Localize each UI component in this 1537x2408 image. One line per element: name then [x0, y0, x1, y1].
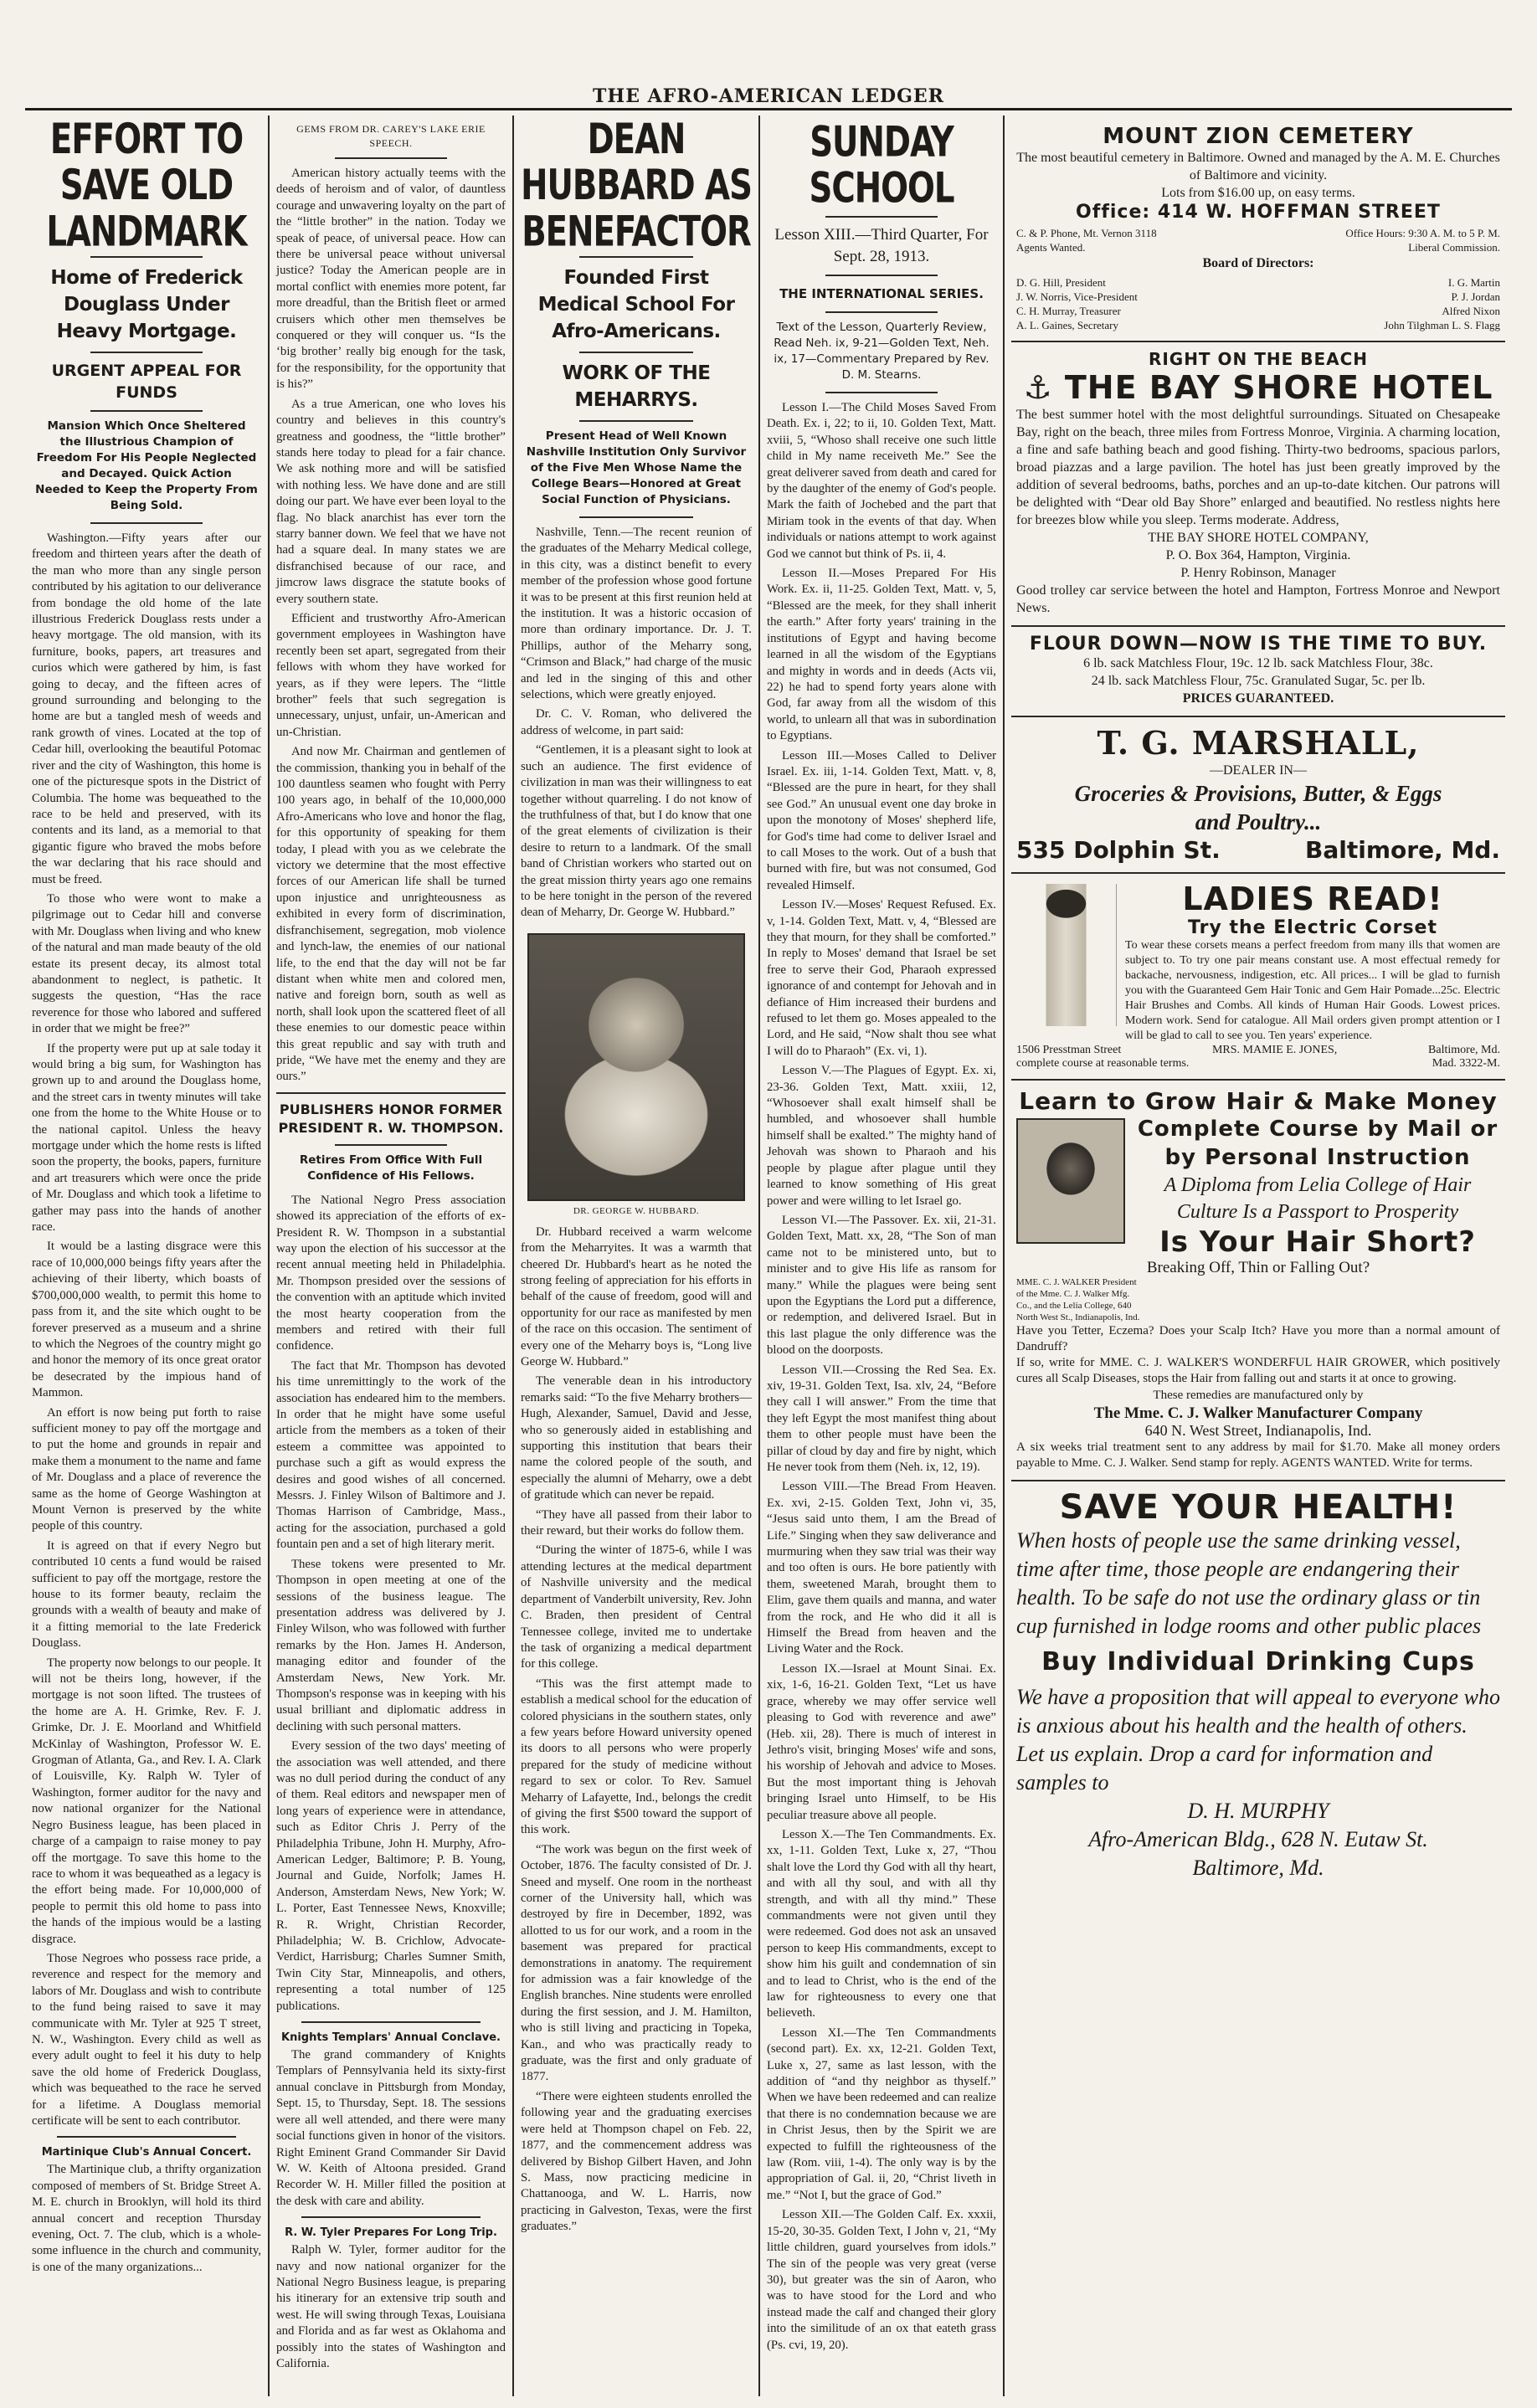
ad-address — [1016, 836, 1500, 864]
subhead-meharrys: WORK OF THE MEHARRYS. — [562, 362, 711, 411]
ad-text: These remedies are manufactured only by — [1153, 1389, 1364, 1402]
ad-text: If so, write for MME. C. J. WALKER'S WONDERFUL HAIR GROWER, which positively cures all Scalp Diseases, stops the Hair from falling out and starts it at once to growing. — [1016, 1356, 1500, 1385]
ad-text: complete course at reasonable terms. — [1016, 1057, 1190, 1070]
ad-phone: Mad. 3322-M. — [1432, 1057, 1500, 1070]
subhead-douglass: Home of Frederick Douglass Under Heavy Mortgage. — [50, 267, 243, 342]
column-sunday-school — [760, 117, 1003, 2402]
deck-lesson: Text of the Lesson, Quarterly Review, Read Neh. ix, 9-21—Golden Text, Neh. ix, 17—Commentary Prepared by Rev. D. M. Stearns. — [774, 321, 990, 382]
article-paragraph: Dr. C. V. Roman, who delivered the address of welcome, in part said: — [521, 707, 752, 737]
article-paragraph: To those who were wont to make a pilgrimage out to Cedar hill and converse with Mr. Douglass when living and who knew of the natural and man made beauty of the old estate its present decay, its almost total abandonment to neglect, is pathetic. It suggests the question, “Has the race reverence for those who labored and suffered in order that we might be free?” — [32, 891, 261, 1036]
lesson-paragraph: Lesson V.—The Plagues of Egypt. Ex. xi, 23-36. Golden Text, Matt. xxiii, 12, “Whosoever shall exalt himself shall be humbled, and whosoever shall humble himself shall be exalted.” The mighty hand of Jehovah was shown to Pharaoh and his people by plague after plague until they learned to know something of His great power and were willing to let Israel go. — [767, 1064, 996, 1208]
ad-address: Afro-American Bldg., 628 N. Eutaw St. — [1088, 1827, 1428, 1851]
ad-box: P. O. Box 364, Hampton, Virginia. — [1165, 548, 1351, 562]
divider — [825, 392, 938, 393]
article-paragraph: Efficient and trustworthy Afro-American government employees in Washington have recently been set apart, segregated from their fellows with whom they have worked for years, as if they were lepers. The “little brother” feels that such segregation is unnecessary, unjust, unfair, un-American and un-Christian. — [276, 611, 506, 739]
ad-diploma: A Diploma from Lelia College of Hair Culture Is a Passport to Prosperity — [1164, 1174, 1472, 1223]
article-paragraph: “Gentlemen, it is a pleasant sight to look at such an audience. The first evidence of civilization in man was their willingness to eat together without quarreling. I do not know of the truthfulness of that, but I do know that one of the great elements of civilization is their desire to return to a landmark. Of the small band of Christian workers who started out on the great mission thirty years ago one remains to be here tonight in the person of the revered dean of Meharry, Dr. George W. Hubbard.” — [521, 743, 752, 920]
ad-manager: P. Henry Robinson, Manager — [1180, 566, 1336, 580]
divider — [335, 157, 447, 159]
column-carey — [270, 117, 512, 2402]
ad-marshall — [1011, 717, 1505, 874]
ad-office: Office: 414 W. HOFFMAN STREET — [1076, 202, 1441, 223]
ad-text: Breaking Off, Thin or Falling Out? — [1146, 1259, 1370, 1276]
column-douglass — [25, 117, 268, 2402]
article-paragraph: The Martinique club, a thrifty organization composed of members of St. Bridge Street A. M. E. church in Brooklyn, will hold its third annual concert and reception Thursday evening, Oct. 7. The club, which is a whole-some influence in the church and community, is one of the many organizations... — [32, 2163, 261, 2274]
divider — [579, 516, 693, 518]
subhead-martinique: Martinique Club's Annual Concert. — [41, 2146, 252, 2159]
divider — [825, 311, 938, 313]
ad-title: MOUNT ZION CEMETERY — [1103, 124, 1414, 149]
article-paragraph: American history actually teems with the deeds of heroism and of valor, of dauntless courage and unwavering loyalty on the part of the “little brother” in the nation. Today we speak of peace, of universal peace. How can there be universal peace without universal justice? Today the American people are in mortal conflict with enemies more potent, far more dreadful, than the British fleet or armed cruisers which other men themselves be conquered or they will conquer us. “Is the ‘big brother’ really big enough for the task, for the responsibility, for the opportunity that is his?” — [276, 167, 506, 392]
article-paragraph: “They have all passed from their labor to their reward, but their works do follow them. — [521, 1507, 752, 1538]
headline-sunday-school: SUNDAY SCHOOL — [809, 118, 954, 213]
article-paragraph: It would be a lasting disgrace were this race of 10,000,000 beings fifty years after the achieving of their liberty, which boasts of $700,000,000 wealth, to permit this home to pass from it, and the site which ought to be forever preserved as a museum and a shrine to which the Negroes of the country might go and honor the memory of its once great orator be desecrated by the impious hand of Mammon. — [32, 1240, 261, 1400]
director: John Tilghman L. S. Flagg — [1384, 319, 1500, 331]
ad-subtitle: Buy Individual Drinking Cups — [1041, 1647, 1475, 1676]
divider — [335, 1144, 447, 1146]
ad-title: SAVE YOUR HEALTH! — [1059, 1488, 1457, 1527]
lesson-paragraph: Lesson IX.—Israel at Mount Sinai. Ex. xix, 1-6, 16-21. Golden Text, “Let us have grace, whereby we may offer service well pleasing to God with reverence and awe” (Heb. xii, 28). There is much of interest in Jethro's visit, bringing Moses' wife and sons, his worship of Jehovah and advice to Moses. But the most important thing is Jehovah bringing Israel unto Himself, to be His peculiar treasure above all people. — [767, 1661, 996, 1822]
lesson-paragraph: Lesson IV.—Moses' Request Refused. Ex. v, 1-14. Golden Text, Matt. v, 4, “Blessed are they that mourn, for they shall be comforted.” In reply to Moses' demand that Israel be set free to serve their God, Pharaoh expressed ignorance of and contempt for Jehovah and in defiance of Him increased their burdens and refused to let them go. Moses appealed to the Lord, and He said, “Now shalt thou see what I will do to Pharaoh” (Ex. vi, 1). — [767, 898, 996, 1058]
portrait-caption: DR. GEORGE W. HUBBARD. — [573, 1205, 700, 1216]
ad-title: T. G. MARSHALL, — [1097, 724, 1420, 762]
lesson-paragraph: Lesson II.—Moses Prepared For His Work. Ex. ii, 11-25. Golden Text, Matt. v, 5, “Blessed are the meek, for they shall inherit the earth.” After forty years' training in the institutions of Egypt and having become learned in all the wisdom of the Egyptians and mighty in words and in deeds (Acts vii, 22) he had to spend forty years alone with God, far away from all the wisdom of this world, to unlearn all that was in subordination to Egyptians. — [767, 567, 996, 743]
ad-question: Is Your Hair Short? — [1159, 1225, 1476, 1259]
ad-address: 640 N. West Street, Indianapolis, Ind. — [1144, 1422, 1372, 1439]
ad-walker — [1011, 1081, 1505, 1481]
ad-name: D. H. MURPHY — [1187, 1799, 1329, 1823]
column-hubbard — [514, 117, 758, 2402]
ad-footer — [1016, 1057, 1500, 1071]
ad-agents: Agents Wanted. — [1016, 241, 1086, 254]
divider — [301, 2216, 481, 2218]
divider — [57, 2136, 236, 2138]
ad-ladies-read — [1011, 874, 1505, 1081]
article-paragraph: Those Negroes who possess race pride, a reverence and respect for the memory and labors of Mr. Douglass and wish to contribute to the fund being raised to save it may communicate with Mr. Tyler at 925 T street, N. W., Washington. Every child as well as every adult ought to feel it his duty to help save the old home of Frederick Douglass, which was bequeathed to the race he served for a lifetime. A Douglass memorial certificate will be sent to each contributor. — [32, 1951, 261, 2128]
director: C. H. Murray, Treasurer — [1016, 305, 1121, 317]
article-paragraph: Ralph W. Tyler, former auditor for the navy and now national organizer for the National Negro Business league, is preparing his itinerary for an extensive trip south and west. He will swing through Texas, Louisiana and Florida and as far west as Oklahoma and possibly into the states of Washington and California. — [276, 2243, 506, 2370]
director: D. G. Hill, President — [1016, 276, 1106, 289]
divider — [276, 1092, 506, 1094]
lesson-paragraph: Lesson XII.—The Golden Calf. Ex. xxxii, 15-20, 30-35. Golden Text, I John v, 21, “My little children, guard yourselves from idols.” The sin of the people was very great (verse 30), but greater was the sin of Aaron, who was to have stood for the Lord and who instead made the calf and changed their glory into the similitude of an ox that eateth grass (Ps. cvi, 19, 20). — [767, 2208, 996, 2352]
subhead-tyler: R. W. Tyler Prepares For Long Trip. — [285, 2226, 497, 2240]
director: J. W. Norris, Vice-President — [1016, 290, 1138, 303]
article-paragraph: As a true American, one who loves his country and believes in this country's greatness and goodness, the “little brother” stands here today to plead for a fair chance. We ask nothing more and will be satisfied with nothing less. We have done and are still doing our part. We have ever been loyal to the flag. No black anarchist has ever torn the starry banner down. We feel that we have not had a square deal. In many states we are disfranchised because of our race, and jimcrow laws disgrace the statute books of every southern state. — [276, 397, 506, 606]
divider — [825, 216, 938, 218]
article-paragraph: The venerable dean in his introductory remarks said: “To the five Meharry brothers—Hugh, Alexander, Samuel, David and Jesse, who so generously aided in establishing and supporting this institution that bears their name the colored people of the south, and especially the alumni of Meharry, owe a debt of gratitude which can never be repaid. — [521, 1374, 752, 1502]
divider — [579, 420, 693, 422]
ad-address: 1506 Presstman Street — [1016, 1044, 1122, 1056]
article-paragraph: And now Mr. Chairman and gentlemen of the commission, thanking you in behalf of the 100 dauntless seamen who fought with Perry 100 years ago, in behalf of the 10,000,000 Afro-Americans who love and honor the flag, for this opportunity of speaking for them today, I plead with you as we celebrate the victory we determine that the most effective forces of our American life shall be turned upon injustice and unrighteousness as exhibited in every form of discrimination, disfranchisement, segregation, mob violence and lynch-law, the enemies of our national life, to the end that the day will not be far distant when white men and colored men, native and foreign born, south as well as north, shall look upon the scattered fleet of all these enemies to our domestic peace within this great republic and say with truth and pride, “We have met the enemy and they are ours.” — [276, 745, 506, 1084]
director: A. L. Gaines, Secretary — [1016, 319, 1119, 331]
ad-text: To wear these corsets means a perfect freedom from many ills that women are subject to. To try one pair means constant use. A most effectual remedy for backache, nervousness, indigestion, etc. All prices... I will be glad to furnish you with the Guaranteed Gem Hair Tonic and Gem Hair Pomade...25c. Electric Hair Brushes and Combs. All kinds of Human Hair Goods. Lowest prices. Modern work. Send for catalogue. All Mail orders given prompt attention or I will be glad to call to see you. Ten years' experience. — [1125, 939, 1500, 1042]
walker-caption: MME. C. J. WALKER President of the Mme. C. J. Walker Mfg. Co., and the Lelia College, 640 North West St., Indianapolis, Ind. — [1016, 1277, 1140, 1322]
lesson-paragraph: Lesson I.—The Child Moses Saved From Death. Ex. i, 22; to ii, 10. Golden Text, Matt. xviii, 5, “Whoso shall receive one such little child in My name receiveth Me.” See the great deliverer saved from death and cared for by the daughter of the enemy of God's people. Mark the faith of Jochebed and the part that Miriam took in the events of that day. When individuals or nations attempt to work against God we cannot but think of Ps. ii, 4. — [767, 401, 996, 561]
ad-title: LADIES READ! — [1182, 881, 1443, 917]
divider — [90, 352, 203, 353]
lesson-paragraph: Lesson III.—Moses Called to Deliver Israel. Ex. iii, 1-14. Golden Text, Matt. v, 8, “Blessed are the pure in heart, for they shall see God.” An unusual event one day broke in upon the monotony of Moses' shepherd life, for God's time had come to deliver Israel and to call Moses to the work. Out of a bush that burned with fire, but was not consumed, God revealed Himself. — [767, 748, 996, 892]
subhead-lesson: Lesson XIII.—Third Quarter, For Sept. 28, 1913. — [774, 226, 989, 265]
anchor-icon: ⚓ — [1023, 369, 1053, 406]
ad-subtitle: Try the Electric Corset — [1188, 917, 1437, 938]
heading-carey: GEMS FROM DR. CAREY'S LAKE ERIE SPEECH. — [296, 123, 486, 149]
column-advertisements — [1005, 117, 1512, 2402]
lesson-paragraph: Lesson VIII.—The Bread From Heaven. Ex. xvi, 2-15. Golden Text, John vi, 35, “Jesus said unto them, I am the Bread of Life.” Singing when they saw deliverance and murmuring when they saw trial was their way and too often is ours. He bore patiently with them, sweetened Marah, brought them to Elim, gave them quails and manna, and water from the rock, and He who did it all is Himself the Bread from heaven and the Living Water and the Rock. — [767, 1480, 996, 1656]
lesson-paragraph: Lesson XI.—The Ten Commandments (second part). Ex. xx, 12-21. Golden Text, Luke x, 27, same as last lesson, with the addition of “and thy neighbor as thyself.” When we have been redeemed and can realize that there is no condemnation because we are in Christ Jesus, then by the Spirit we are expected to fulfill the righteousness of the law (Rom. viii, 1-4). The only way is by the appropriation of Gal. ii, 20, “Christ liveth in me.” “Not I, but the grace of God.” — [767, 2025, 996, 2202]
ad-title-text: THE BAY SHORE HOTEL — [1064, 369, 1493, 406]
article-paragraph: If the property were put up at sale today it would bring a big sum, for Washington has grown up to and around the Douglass home, and the street cars in twenty minutes will take one from the home to the White House or to the national capitol. Unless the heavy mortgage under which the home rests is lifted soon the property, the books, papers, furniture and art treasurers which were once the pride of Mr. Douglass and which took a lifetime to gather may pass into the hands of another race. — [32, 1041, 261, 1235]
lesson-paragraph: Lesson VI.—The Passover. Ex. xii, 21-31. Golden Text, Matt. xx, 28, “The Son of man came not to be ministered unto, but to minister and to give His life as ransom for many.” While the plagues were being sent upon the Egyptians the Lord put a difference, or redemption, and delivered Israel. But in this last plague the only difference was the blood on the doorposts. — [767, 1213, 996, 1358]
director: P. J. Jordan — [1451, 290, 1500, 303]
lesson-paragraph: Lesson VII.—Crossing the Red Sea. Ex. xiv, 19-31. Golden Text, Isa. xlv, 24, “Before they call I will answer.” From the time that they left Egypt the most manifest thing about them to other people must have been the pillar of cloud by day and fire by night, which He never took from them (Neh. ix, 12, 19). — [767, 1363, 996, 1474]
directors-list — [1016, 275, 1500, 332]
portrait-walker — [1016, 1118, 1125, 1244]
article-paragraph: Washington.—Fifty years after our freedom and thirteen years after the death of the man who more than any single person contributed by his agitation to our deliverance from bondage the old home of the late illustrious Frederick Douglass rests under a heavy mortgage. The old mansion, with its furniture, books, papers, art treasures and curios which were gathered by him, is fast going to decay, and the fifteen acres of ground surrounding and belonging to the home are but a tangled mesh of weeds and rank growth of vines. Located at the top of Cedar hill, overlooking the beautiful Potomac river and the city of Washington, this home is one of the picturesque spots in the District of Columbia. The home was bequeathed to the race to be held and preserved, with its contents and its land, as a memorial to that gigantic figure who braved the mobs before the war declaring that his race should and must be freed. — [32, 531, 261, 886]
article-paragraph: Nashville, Tenn.—The recent reunion of the graduates of the Meharry Medical college, in this city, was a distinct benefit to every member of the profession whose good fortune it was to be present at this first reunion held at the institution. It was a historic occasion of more than ordinary importance. Dr. J. T. Phillips, author of the Meharry song, “Crimson and Black,” had charge of the music and led in the singing of this and other selections, which were greatly enjoyed. — [521, 526, 752, 702]
ad-text: Good trolley car service between the hotel and Hampton, Fortress Monroe and Newport News. — [1016, 583, 1500, 615]
masthead-title: THE AFRO-AMERICAN LEDGER — [593, 85, 944, 107]
ad-course: Complete Course by Mail or by Personal Instruction — [1137, 1117, 1498, 1170]
article-paragraph: “The work was begun on the first week of October, 1876. The faculty consisted of Dr. J. Sneed and myself. One room in the northeast corner of the University hall, which was destroyed by fire in December, 1892, was allotted to us for our work, and a room in the basement was prepared for practical demonstrations in anatomy. The requirement for admission was a fair knowledge of the English branches. Nine students were enrolled during the first session, and J. M. Hamilton, who is still living and practicing in Topeka, Kan., and who was practically ready to graduate, was the first and only graduate of 1877. — [521, 1842, 752, 2084]
headline-douglass: EFFORT TO SAVE OLD LANDMARK — [46, 117, 247, 256]
divider — [90, 410, 203, 412]
deck-thompson: Retires From Office With Full Confidence of His Fellows. — [299, 1153, 483, 1183]
divider — [90, 522, 203, 524]
ad-text: 24 lb. sack Matchless Flour, 75c. Granulated Sugar, 5c. per lb. — [1091, 674, 1426, 688]
subhead-series: THE INTERNATIONAL SERIES. — [779, 286, 984, 301]
ad-flour — [1011, 627, 1505, 717]
divider — [579, 256, 693, 258]
article-paragraph: The National Negro Press association showed its appreciation of the efforts of ex-President R. W. Thompson in a substantial way upon the election of his successor at the recent annual meeting held in Philadelphia. Mr. Thompson presided over the sessions of the convention with an aptitude which invited the most hearty cooperation from the members and retired with their full confidence. — [276, 1193, 506, 1353]
ad-hours: Office Hours: 9:30 A. M. to 5 P. M. — [1345, 227, 1500, 239]
ad-city: Baltimore, Md. — [1428, 1044, 1500, 1056]
ad-poultry: and Poultry... — [1195, 809, 1322, 834]
divider — [825, 275, 938, 276]
ad-board: Board of Directors: — [1202, 256, 1314, 270]
article-paragraph: The fact that Mr. Thompson has devoted his time unremittingly to the work of the association has endeared him to the members. In order that he might have some useful article from the members as a token of their esteem a committee was appointed to purchase such a gift as would express the desires and good wishes of all concerned. Messrs. J. Finley Wilson of Baltimore and J. Thomas Harrison of Cambridge, Mass., acting for the association, purchased a gold fountain pen and a set of high literary merit. — [276, 1358, 506, 1552]
ad-company: THE BAY SHORE HOTEL COMPANY, — [1148, 531, 1369, 545]
ad-phone: C. & P. Phone, Mt. Vernon 3118 — [1016, 227, 1157, 239]
deck-douglass: Mansion Which Once Sheltered the Illustrious Champion of Freedom For His People Neglected and Decayed. Quick Action Needed to Keep the Property From Being Sold. — [35, 419, 258, 512]
ad-kicker: RIGHT ON THE BEACH — [1148, 349, 1369, 369]
divider — [579, 352, 693, 353]
ad-text: A six weeks trial treatment sent to any address by mail for $1.70. Make all money orders payable to Mme. C. J. Walker. Send stamp for reply. AGENTS WANTED. Write for terms. — [1016, 1440, 1500, 1470]
ad-text: Have you Tetter, Eczema? Does your Scalp Itch? Have you more than a normal amount of Dandruff? — [1016, 1324, 1500, 1353]
divider — [301, 2021, 481, 2023]
corset-illustration — [1016, 884, 1117, 1026]
subhead-knights: Knights Templars' Annual Conclave. — [281, 2031, 501, 2045]
article-paragraph: The grand commandery of Knights Templars of Pennsylvania held its sixty-first annual conclave in Pittsburgh from Monday, Sept. 15, to Thursday, Sept. 18. The sessions were all well attended, and there were many social functions given in honor of the visitors. Right Eminent Grand Commander Sir David W. W. Keith of Altoona presided. Grand Recorder W. H. Miller filled the position at the desk with care and ability. — [276, 2048, 506, 2208]
ad-city: Baltimore, Md. — [1192, 1856, 1324, 1880]
ad-title — [1016, 369, 1500, 406]
ad-street: 535 Dolphin St. — [1016, 836, 1221, 864]
ad-text: —DEALER IN— — [1210, 763, 1307, 778]
subhead-medical-school: Founded First Medical School For Afro-Americans. — [537, 267, 735, 342]
subhead-thompson: PUBLISHERS HONOR FORMER PRESIDENT R. W. THOMPSON. — [278, 1101, 504, 1136]
ad-contact — [1016, 226, 1500, 254]
deck-hubbard: Present Head of Well Known Nashville Institution Only Survivor of the Five Men Whose Name the College Bears—Honored at Great Social Function of Physicians. — [526, 429, 747, 506]
subhead-urgent: URGENT APPEAL FOR FUNDS — [51, 362, 242, 402]
ad-text: When hosts of people use the same drinking vessel, time after time, those people are endangering their health. To be safe do not use the ordinary glass or tin cup furnished in lodge rooms and other public places — [1016, 1528, 1482, 1638]
headline-hubbard: DEAN HUBBARD AS BENEFACTOR — [521, 117, 752, 256]
portrait-hubbard — [527, 933, 745, 1201]
article-paragraph: “This was the first attempt made to establish a medical school for the education of colored physicians in the southern states, only a few years before Howard university opened its doors to all persons who were properly prepared for the study of medicine without regard to sex or color. To Rev. Samuel Meharry of Lafayette, Ind., belongs the credit of giving the first $500 toward the support of this work. — [521, 1676, 752, 1837]
ad-text: 6 lb. sack Matchless Flour, 19c. 12 lb. sack Matchless Flour, 38c. — [1083, 656, 1433, 670]
ad-signer — [1016, 1044, 1500, 1057]
ad-goods: Groceries & Provisions, Butter, & Eggs — [1074, 781, 1442, 806]
ad-text: PRICES GUARANTEED. — [1182, 691, 1334, 706]
ad-text: We have a proposition that will appeal to everyone who is anxious about his health and the health of others. Let us explain. Drop a card for information and samples to — [1016, 1685, 1500, 1794]
masthead — [25, 84, 1512, 110]
article-paragraph: Every session of the two days' meeting of the association was well attended, and there was no dull period during the conduct of any of them. Real editors and newspaper men of long years of experience were in attendance, such as Editor Chris J. Perry of the Philadelphia Tribune, John H. Murphy, Afro-American Ledger, Baltimore; P. B. Young, Journal and Guide, Norfolk; James H. Anderson, Amsterdam News, New York; W. L. Porter, East Tennessee News, Knoxville; R. R. Wright, Christian Recorder, Philadelphia; W. B. Crichlow, Advocate-Verdict, Harrisburg; Charles Sumner Smith, Twin City Star, Minneapolis, and others, representing a total number of 125 publications. — [276, 1739, 506, 2013]
ad-commission: Liberal Commission. — [1408, 241, 1500, 254]
director: I. G. Martin — [1447, 276, 1500, 289]
ad-text: The best summer hotel with the most delightful surroundings. Situated on Chesapeake Bay, right on the beach, three miles from Fortress Monroe, Virginia. A charming location, a fine and safe bathing beach and good fishing. Thirty-two bedrooms, spacious parlors, broad piazzas and a large pavilion. The hotel has just been greatly improved by the addition of several bedrooms, baths, porches and an up-to-date kitchen. Our patrons will be delighted with “Dear old Bay Shore” enlarged and beautified. No restless nights here for breezes blow while you sleep. Terms moderate. Address, — [1016, 408, 1500, 527]
article-paragraph: These tokens were presented to Mr. Thompson in open meeting at one of the sessions of the business league. The presentation address was delivered by J. Finley Wilson, who was followed with further remarks by the Hon. James H. Anderson, managing editor and founder of the Amsterdam News, New York. Mr. Thompson's response was in keeping with his usual brilliant and diplomatic address in declining with such personal matters. — [276, 1557, 506, 1733]
ad-title: Learn to Grow Hair & Make Money — [1019, 1087, 1498, 1115]
article-paragraph: “There were eighteen students enrolled the following year and the graduating exercises were held at Thompson chapel on Feb. 22, 1877, and the commencement address was delivered by Bishop Gilbert Haven, and John S. Mass, now practicing medicine in Chattanooga, and W. L. Harris, now practicing in Galveston, Texas, were the first graduates.” — [521, 2089, 752, 2234]
article-paragraph: “During the winter of 1875-6, while I was attending lectures at the medical department of Nashville university and the medical department of Vanderbilt university, Rev. John C. Braden, then president of Central Tennessee college, invited me to undertake the task of organizing a medical department for this college. — [521, 1543, 752, 1671]
ad-mount-zion — [1011, 117, 1505, 342]
ad-city: Baltimore, Md. — [1305, 836, 1500, 864]
ad-text: The most beautiful cemetery in Baltimore. Owned and managed by the A. M. E. Churches of Baltimore and vicinity. — [1016, 151, 1500, 182]
ad-bay-shore — [1011, 342, 1505, 627]
ad-company: The Mme. C. J. Walker Manufacturer Company — [1093, 1404, 1423, 1422]
ad-health — [1011, 1481, 1505, 1891]
ad-name: MRS. MAMIE E. JONES, — [1211, 1044, 1338, 1056]
divider — [90, 256, 203, 258]
lesson-paragraph: Lesson X.—The Ten Commandments. Ex. xx, 1-11. Golden Text, Luke x, 27, “Thou shalt love the Lord thy God with all thy heart, and with all thy soul, and with all thy strength, and with all thy mind.” These commandments were not given until they were redeemed. God does not ask an unsaved person to keep His commandments, except to show him his guilt and condemnation of sin and to lead to Christ, who is the end of the law for righteousness to every one that believeth. — [767, 1827, 996, 2020]
ad-text: Lots from $16.00 up, on easy terms. — [1161, 186, 1355, 200]
article-paragraph: Dr. Hubbard received a warm welcome from the Meharryites. It was a warmth that cheered Dr. Hubbard's heart as he noted the strong feeling of appreciation for his efforts in behalf of the cause of freedom, good will and opportunity for our race as manifested by men of the race on this occasion. The sentiment of every one of the Meharry boys is, “Long live George W. Hubbard.” — [521, 1225, 752, 1368]
article-paragraph: The property now belongs to our people. It will not be theirs long, however, if the mortgage is not soon lifted. The trustees of the home are A. H. Grimke, Rev. F. J. Grimke, Dr. J. E. Moorland and Whitfield McKinlay of Washington, Professor W. E. Grogman of Atlanta, Ga., and Rev. I. A. Clark of Louisville, Ky. Ralph W. Tyler of Washington, former auditor for the navy and now national organizer for the National Negro Business league, has been placed in charge of a campaign to raise money to pay off the mortgage. To save this home to the race to whom it was bequeathed as a legacy is the effort being made. For 10,000,000 of people to permit this old home to pass into the hands of the impious would be a lasting disgrace. — [32, 1656, 261, 1946]
article-paragraph: An effort is now being put forth to raise sufficient money to pay off the mortgage and to put the home and grounds in repair and make them a monument to the name and fame of Mr. Douglass and a place of reverence the same as the home of George Washington at Mount Vernon is preserved by the white people of this country. — [32, 1405, 261, 1533]
ad-title: FLOUR DOWN—NOW IS THE TIME TO BUY. — [1029, 634, 1488, 655]
director: Alfred Nixon — [1442, 305, 1500, 317]
article-paragraph: It is agreed on that if every Negro but contributed 10 cents a fund would be raised sufficient to pay off the mortgage, restore the house to its former beauty, reclaim the grounds with a wealth of beauty and make of it a fitting memorial to the late Frederick Douglass. — [32, 1538, 261, 1651]
